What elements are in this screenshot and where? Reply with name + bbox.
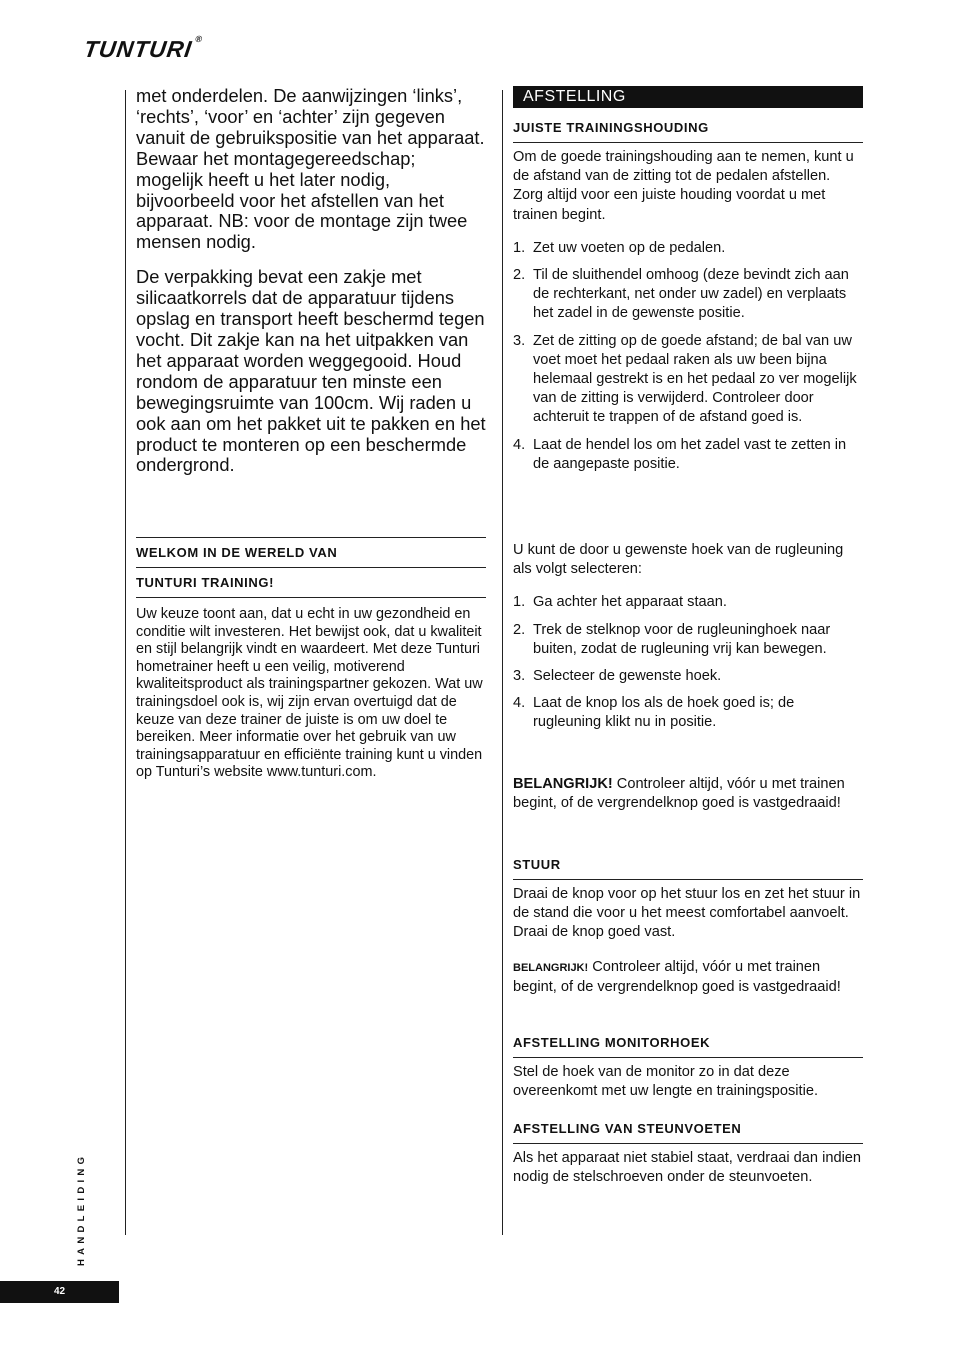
- tunturi-logo: [82, 34, 204, 63]
- intro-text: [136, 86, 486, 476]
- backrest-steps: [513, 593, 863, 732]
- welcome-heading-2: TUNTURI TRAINING!: [136, 575, 486, 598]
- posture-heading: JUISTE TRAININGSHOUDING: [513, 120, 863, 143]
- important-label: BELANGRIJK!: [513, 961, 589, 974]
- list-item: [513, 667, 863, 686]
- feet-body: Als het apparaat niet stabiel staat, verdraai dan indien nodig de stelschroeven onder de steunvoeten.: [513, 1150, 862, 1186]
- step-text: Laat de knop los als de hoek goed is; de rugleuning klikt nu in positie.: [533, 695, 795, 731]
- side-label: HANDLEIDING: [76, 1152, 87, 1266]
- monitor-section: [513, 1035, 863, 1101]
- list-item: [513, 694, 863, 732]
- step-number: 4.: [513, 695, 526, 712]
- right-column: [513, 86, 863, 1186]
- step-text: Laat de hendel los om het zadel vast te zetten in de aangepaste positie.: [533, 436, 847, 472]
- important-text: Controleer altijd, vóór u met trainen begint, of de vergrendelknop goed is vastgedraaid!: [513, 958, 841, 995]
- intro-paragraph-2: De verpakking bevat een zakje met silicaatkorrels dat de apparatuur tijdens opslag en transport heeft beschermd tegen vocht. Dit zakje kan na het uitpakken van het apparaat worden weggegooid. Houd rondom de apparatuur ten minste een bewegingsruimte van 100cm. Wij raden u ook aan om het pakket uit te pakken en het product te monteren op een beschermde ondergrond.: [136, 266, 486, 476]
- monitor-heading: AFSTELLING MONITORHOEK: [513, 1035, 863, 1058]
- welcome-section: [136, 537, 486, 782]
- step-number: 2.: [513, 621, 526, 638]
- step-text: Selecteer de gewenste hoek.: [533, 668, 722, 685]
- step-number: 1.: [513, 594, 526, 611]
- welcome-body: Uw keuze toont aan, dat u echt in uw gezondheid en conditie wilt investeren. Het bewijst ook, dat u kwaliteit en stijl belangrijk vindt en waardeert. Met deze Tunturi hometrainer heeft u een veilig, motiverend kwaliteitsproduct als trainingspartner gekozen. Wat uw trainingsdoel ook is, wij zijn ervan overtuigd dat de keuze van deze trainer de juiste is om uw doel te bereiken. Meer informatie over het gebruik van uw trainingsapparatuur en efficiënte training kunt u vinden op Tunturi’s website www.tunturi.com.: [136, 606, 483, 781]
- important-text: Controleer altijd, vóór u met trainen begint, of de vergrendelknop goed is vastgedraaid!: [513, 775, 845, 811]
- monitor-body: Stel de hoek van de monitor zo in dat deze overeenkomt met uw lengte en trainingspositie.: [513, 1064, 819, 1100]
- intro-paragraph-1: met onderdelen. De aanwijzingen ‘links’, ‘rechts’, ‘voor’ en ‘achter’ zijn gegeven vanuit de gebruikspositie van het apparaat. Bewaar het montagegereedschap; mogelijk heeft u het later nodig, bijvoorbeeld voor het afstellen van het apparaat. NB: voor de montage zijn twee mensen nodig.: [136, 85, 485, 253]
- section-title-bar: AFSTELLING: [513, 86, 863, 108]
- stuur-body: Draai de knop voor op het stuur los en zet het stuur in de stand die voor u het meest comfortabel aanvoelt. Draai de knop goed vast.: [513, 886, 861, 941]
- list-item: [513, 621, 863, 659]
- welcome-heading-1: WELKOM IN DE WERELD VAN: [136, 545, 486, 568]
- backrest-intro: U kunt de door u gewenste hoek van de rugleuning als volgt selecteren:: [513, 542, 844, 578]
- list-item: [513, 332, 863, 428]
- step-number: 2.: [513, 267, 526, 284]
- step-text: Ga achter het apparaat staan.: [533, 594, 727, 611]
- left-column-rule: [125, 90, 126, 1235]
- stuur-heading: STUUR: [513, 857, 863, 880]
- list-item: [513, 266, 863, 324]
- middle-column-rule: [502, 90, 503, 1235]
- logo-text: TUNTURI: [82, 36, 194, 62]
- step-number: 4.: [513, 436, 526, 453]
- backrest-important: [513, 775, 863, 813]
- step-number: 3.: [513, 668, 526, 685]
- step-text: Zet de zitting op de goede afstand; de bal van uw voet moet het pedaal raken als uw been bijna helemaal gestrekt is en het pedaal zo ver mogelijk van de zitting is verwijderd. Controleer door achteruit te trappen of de afstand goed is.: [533, 332, 857, 426]
- posture-steps: [513, 239, 863, 474]
- feet-section: [513, 1121, 863, 1187]
- posture-intro: Om de goede trainingshouding aan te nemen, kunt u de afstand van de zitting tot de pedalen afstellen. Zorg altijd voor een juiste houding voordat u met trainen begint.: [513, 149, 854, 223]
- step-text: Til de sluithendel omhoog (deze bevindt zich aan de rechterkant, net onder uw zadel) en verplaats het zadel in de gewenste positie.: [533, 267, 849, 322]
- left-column: [136, 85, 486, 781]
- feet-heading: AFSTELLING VAN STEUNVOETEN: [513, 1121, 863, 1144]
- list-item: [513, 593, 863, 612]
- step-number: 1.: [513, 239, 526, 256]
- welcome-heading-1-wrap: [136, 537, 486, 568]
- stuur-important: [513, 958, 863, 997]
- step-number: 3.: [513, 332, 526, 349]
- step-text: Trek de stelknop voor de rugleuninghoek naar buiten, zodat de rugleuning vrij kan bewegen.: [533, 621, 831, 657]
- backrest-section: [513, 541, 863, 813]
- stuur-section: [513, 857, 863, 997]
- important-label: BELANGRIJK!: [513, 775, 613, 792]
- list-item: [513, 436, 863, 474]
- step-text: Zet uw voeten op de pedalen.: [533, 239, 726, 256]
- list-item: [513, 239, 863, 258]
- registered-mark: ®: [194, 34, 204, 44]
- page-number: 42: [0, 1281, 119, 1303]
